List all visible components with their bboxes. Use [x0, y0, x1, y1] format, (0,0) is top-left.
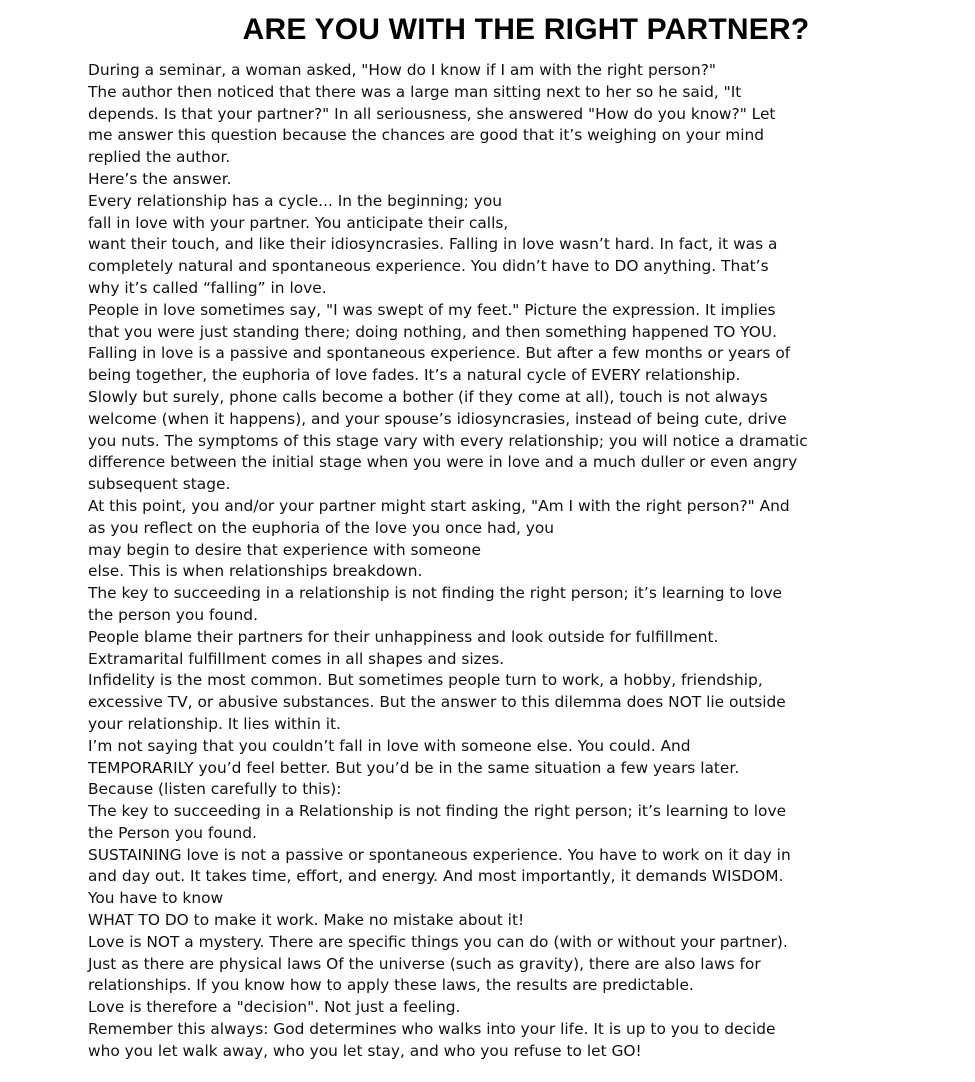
- text-line: that you were just standing there; doing nothing, and then something happened TO YOU.: [88, 322, 778, 341]
- text-line: The key to succeeding in a Relationship is not finding the right person; it’s learning to love: [88, 802, 787, 821]
- text-line: Here’s the answer.: [88, 169, 232, 188]
- text-line: The author then noticed that there was a large man sitting next to her so he said, "It: [88, 82, 742, 101]
- text-line: relationships. If you know how to apply these laws, the results are predictable.: [88, 976, 694, 995]
- text-line: as you reflect on the euphoria of the love you once had, you: [88, 518, 555, 537]
- text-line: else. This is when relationships breakdown.: [88, 562, 423, 581]
- text-line: and day out. It takes time, effort, and energy. And most importantly, it demands WISDOM.: [88, 867, 784, 886]
- text-line: why it’s called “falling” in love.: [88, 278, 327, 297]
- article-body: [88, 60, 968, 1063]
- text-line: The key to succeeding in a relationship is not finding the right person; it’s learning to love: [88, 584, 783, 603]
- text-line: you nuts. The symptoms of this stage vary with every relationship; you will notice a dramatic: [88, 431, 808, 450]
- text-line: Love is therefore a "decision". Not just a feeling.: [88, 998, 461, 1017]
- text-line: want their touch, and like their idiosyncrasies. Falling in love wasn’t hard. In fact, it was a: [88, 235, 778, 254]
- text-line: I’m not saying that you couldn’t fall in love with someone else. You could. And: [88, 736, 691, 755]
- page-title: ARE YOU WITH THE RIGHT PARTNER?: [242, 13, 810, 46]
- text-line: Because (listen carefully to this):: [88, 780, 342, 799]
- text-line: may begin to desire that experience with someone: [88, 540, 482, 559]
- text-line: your relationship. It lies within it.: [88, 714, 341, 733]
- text-line: Love is NOT a mystery. There are specific things you can do (with or without your partner).: [88, 932, 788, 951]
- text-line: TEMPORARILY you’d feel better. But you’d be in the same situation a few years later.: [88, 758, 740, 777]
- text-line: me answer this question because the chances are good that it’s weighing on your mind: [88, 126, 765, 145]
- text-line: People in love sometimes say, "I was swept of my feet." Picture the expression. It implies: [88, 300, 776, 319]
- text-line: completely natural and spontaneous experience. You didn’t have to DO anything. That’s: [88, 257, 769, 276]
- text-line: Every relationship has a cycle... In the beginning; you: [88, 191, 503, 210]
- text-line: Just as there are physical laws Of the universe (such as gravity), there are also laws for: [88, 954, 761, 973]
- text-line: SUSTAINING love is not a passive or spontaneous experience. You have to work on it day in: [88, 845, 791, 864]
- text-line: Remember this always: God determines who walks into your life. It is up to you to decide: [88, 1020, 776, 1039]
- text-line: being together, the euphoria of love fades. It’s a natural cycle of EVERY relationship.: [88, 366, 741, 385]
- text-line: You have to know: [88, 889, 224, 908]
- text-line: Infidelity is the most common. But sometimes people turn to work, a hobby, friendship,: [88, 671, 763, 690]
- text-line: the person you found.: [88, 605, 258, 624]
- text-line: At this point, you and/or your partner might start asking, "Am I with the right person?" And: [88, 496, 790, 515]
- text-line: welcome (when it happens), and your spouse’s idiosyncrasies, instead of being cute, drive: [88, 409, 787, 428]
- text-line: WHAT TO DO to make it work. Make no mistake about it!: [88, 911, 525, 930]
- text-line: depends. Is that your partner?" In all seriousness, she answered "How do you know?" Let: [88, 104, 776, 123]
- text-line: replied the author.: [88, 148, 231, 167]
- text-line: People blame their partners for their unhappiness and look outside for fulfillment.: [88, 627, 719, 646]
- text-line: difference between the initial stage when you were in love and a much duller or even angry: [88, 453, 798, 472]
- text-line: Falling in love is a passive and spontaneous experience. But after a few months or years of: [88, 344, 791, 363]
- text-line: Extramarital fulfillment comes in all shapes and sizes.: [88, 649, 505, 668]
- text-line: the Person you found.: [88, 823, 257, 842]
- text-line: Slowly but surely, phone calls become a bother (if they come at all), touch is not always: [88, 387, 768, 406]
- text-line: subsequent stage.: [88, 475, 231, 494]
- text-line: During a seminar, a woman asked, "How do I know if I am with the right person?": [88, 61, 716, 79]
- text-line: fall in love with your partner. You anticipate their calls,: [88, 213, 509, 232]
- text-line: excessive TV, or abusive substances. But the answer to this dilemma does NOT lie outside: [88, 693, 786, 712]
- text-line: who you let walk away, who you let stay, and who you refuse to let GO!: [88, 1041, 642, 1060]
